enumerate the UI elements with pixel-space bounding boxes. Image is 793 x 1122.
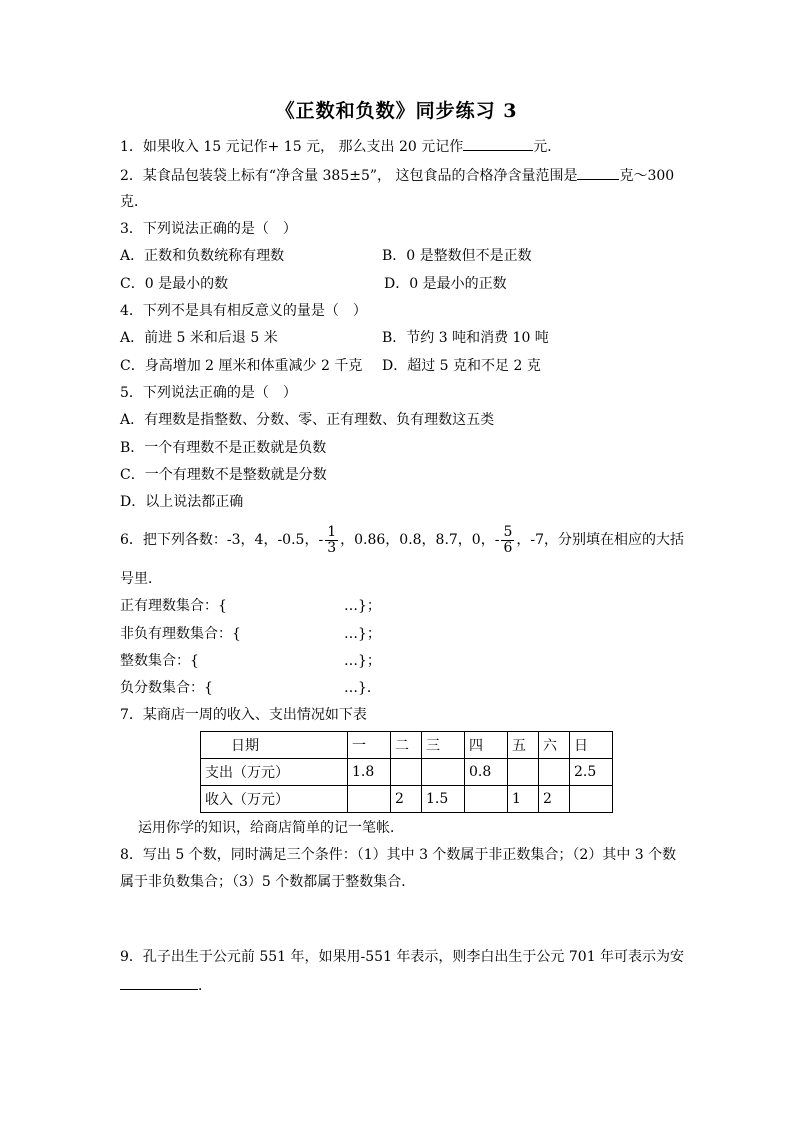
question-5-option-c: C．一个有理数不是整数就是分数 bbox=[120, 467, 327, 483]
table-cell bbox=[508, 759, 539, 786]
table-cell bbox=[465, 786, 508, 813]
question-1-unit: 元． bbox=[533, 139, 562, 155]
fraction-five-sixths bbox=[501, 525, 514, 556]
set-positive-rational-end: …}； bbox=[344, 598, 381, 614]
question-4-stem: 4．下列不是具有相反意义的量是（ ） bbox=[120, 303, 367, 319]
question-7-stem: 7．某商店一周的收入、支出情况如下表 bbox=[120, 707, 367, 723]
fraction-numerator: 5 bbox=[503, 523, 513, 540]
table-cell: 2 bbox=[539, 786, 570, 813]
table-cell: 2.5 bbox=[570, 759, 613, 786]
table-row bbox=[201, 732, 613, 759]
question-1-text: 1．如果收入 15 元记作+ 15 元， 那么支出 20 元记作 bbox=[120, 139, 464, 155]
question-2-unit: 克～300 bbox=[619, 168, 675, 184]
table-cell: 0.8 bbox=[465, 759, 508, 786]
table-row bbox=[201, 759, 613, 786]
question-6-text-mid: ，0.86，0.8，8.7，0，- bbox=[340, 532, 500, 548]
fraction-denominator: 3 bbox=[327, 539, 337, 556]
page-title: 《正数和负数》同步练习 3 bbox=[275, 100, 518, 122]
question-3-option-c: C．0 是最小的数 bbox=[120, 276, 229, 292]
question-9-line-1: 9．孔子出生于公元前 551 年，如果用-551 年表示，则李白出生于公元 701 年可表示为安 bbox=[120, 949, 685, 965]
table-cell bbox=[539, 759, 570, 786]
table-cell: 二 bbox=[391, 732, 422, 759]
table-cell bbox=[422, 759, 465, 786]
table-cell: 四 bbox=[465, 732, 508, 759]
table-cell: 支出（万元） bbox=[201, 759, 348, 786]
set-integer-label: 整数集合：{ bbox=[120, 653, 199, 669]
table-cell: 六 bbox=[539, 732, 570, 759]
table-cell: 1 bbox=[508, 786, 539, 813]
question-6-cont: 号里． bbox=[120, 571, 162, 587]
fraction-one-third bbox=[325, 525, 338, 556]
set-integer-end: …}； bbox=[344, 653, 381, 669]
question-3-option-a: A．正数和负数统称有理数 bbox=[120, 248, 285, 264]
question-2 bbox=[120, 165, 674, 186]
question-9-end: ． bbox=[198, 978, 212, 994]
question-2-cont: 克． bbox=[120, 194, 148, 210]
fraction-numerator: 1 bbox=[327, 523, 337, 540]
question-1 bbox=[120, 136, 561, 157]
question-5-option-b: B．一个有理数不是正数就是负数 bbox=[120, 440, 327, 456]
question-6 bbox=[120, 520, 684, 560]
table-cell bbox=[570, 786, 613, 813]
table-cell: 1.8 bbox=[348, 759, 391, 786]
answer-blank bbox=[463, 136, 533, 151]
question-4-option-b: B．节约 3 吨和消费 10 吨 bbox=[382, 330, 549, 346]
table-row bbox=[201, 786, 613, 813]
question-4-option-a: A．前进 5 米和后退 5 米 bbox=[120, 330, 278, 346]
question-6-text-end: ，-7，分别填在相应的大括 bbox=[516, 532, 685, 548]
answer-blank bbox=[577, 165, 619, 180]
question-5-option-a: A．有理数是指整数、分数、零、正有理数、负有理数这五类 bbox=[120, 412, 495, 428]
table-cell: 2 bbox=[391, 786, 422, 813]
table-cell bbox=[348, 786, 391, 813]
question-3-option-b: B．0 是整数但不是正数 bbox=[382, 248, 532, 264]
table-cell: 1.5 bbox=[422, 786, 465, 813]
question-8-line-1: 8．写出 5 个数，同时满足三个条件：（1）其中 3 个数属于非正数集合；（2）其中 3 个数 bbox=[120, 847, 677, 863]
table-cell: 日期 bbox=[201, 732, 348, 759]
table-cell: 三 bbox=[422, 732, 465, 759]
question-4-option-c: C．身高增加 2 厘米和体重减少 2 千克 bbox=[120, 358, 363, 374]
table-cell: 一 bbox=[348, 732, 391, 759]
answer-blank bbox=[120, 975, 198, 990]
table-cell: 五 bbox=[508, 732, 539, 759]
table-cell: 收入（万元） bbox=[201, 786, 348, 813]
set-nonnegative-rational-label: 非负有理数集合：{ bbox=[120, 626, 241, 642]
question-6-text: 6．把下列各数：-3，4，-0.5，- bbox=[120, 532, 324, 548]
question-5-option-d: D．以上说法都正确 bbox=[120, 494, 244, 510]
question-8-line-2: 属于非负数集合；（3）5 个数都属于整数集合． bbox=[120, 874, 416, 890]
income-expense-table bbox=[200, 731, 613, 813]
set-nonnegative-rational-end: …}； bbox=[344, 626, 381, 642]
table-cell bbox=[391, 759, 422, 786]
question-4-option-d: D．超过 5 克和不足 2 克 bbox=[382, 358, 541, 374]
set-positive-rational-label: 正有理数集合：{ bbox=[120, 598, 227, 614]
question-7-instruction: 运用你学的知识，给商店简单的记一笔帐． bbox=[138, 820, 404, 836]
table-cell: 日 bbox=[570, 732, 613, 759]
question-9-line-2 bbox=[120, 975, 212, 996]
set-negative-fraction-end: …}． bbox=[344, 680, 381, 696]
question-2-text: 2．某食品包装袋上标有“净含量 385±5”， 这包食品的合格净含量范围是 bbox=[120, 168, 578, 184]
question-3-option-d: D．0 是最小的正数 bbox=[384, 276, 507, 292]
question-5-stem: 5．下列说法正确的是（ ） bbox=[120, 385, 297, 401]
set-negative-fraction-label: 负分数集合：{ bbox=[120, 680, 213, 696]
question-3-stem: 3．下列说法正确的是（ ） bbox=[120, 221, 297, 237]
fraction-denominator: 6 bbox=[503, 539, 513, 556]
